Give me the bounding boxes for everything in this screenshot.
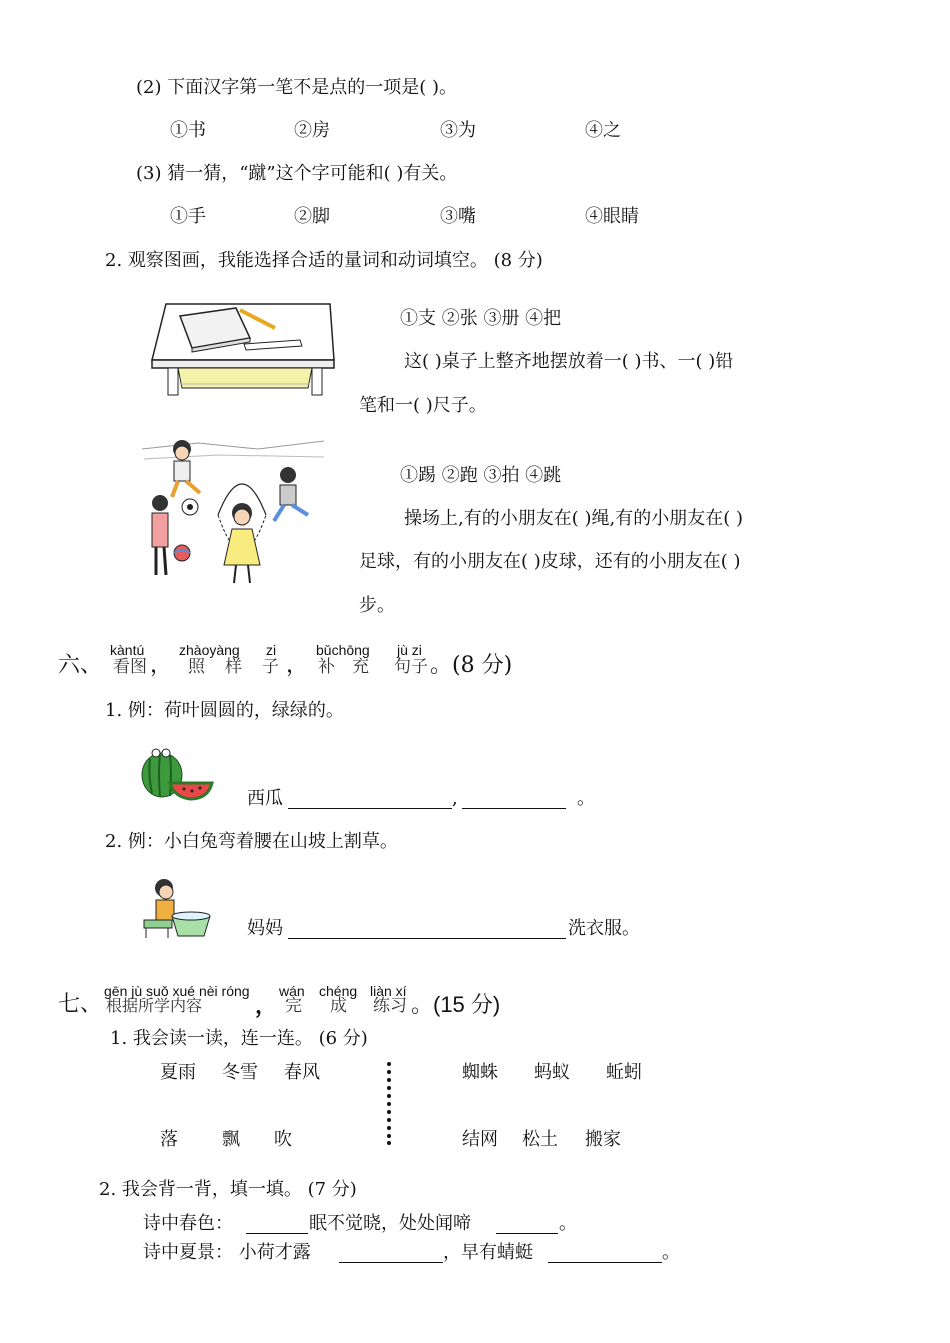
option-3: ③嘴: [440, 206, 476, 227]
matching-title: 1. 我会读一读，连一连。 (6 分): [110, 1028, 368, 1049]
playground-illustration: [138, 435, 328, 590]
poem-title: 2. 我会背一背，填一填。 (7 分): [99, 1179, 357, 1200]
playground-line-1: 操场上,有的小朋友在( )绳,有的小朋友在( ): [404, 508, 743, 529]
hanzi: 完: [285, 996, 302, 1016]
pinyin: bǔchōng: [316, 642, 370, 658]
watermelon-prefix: 西瓜: [247, 788, 283, 809]
match-right-bottom[interactable]: 搬家: [585, 1129, 621, 1150]
period: 。: [559, 1213, 577, 1234]
pinyin: zi: [266, 642, 277, 658]
desk-illustration: [150, 298, 336, 398]
mother-suffix: 洗衣服。: [568, 918, 640, 939]
example-1: 1. 例：荷叶圆圆的，绿绿的。: [105, 700, 344, 721]
option-4: ④之: [585, 120, 621, 141]
watermelon-illustration: [138, 745, 214, 801]
pinyin: kàntú: [110, 642, 145, 658]
hanzi: 样: [225, 657, 242, 677]
question-2-text: (2) 下面汉字第一笔不是点的一项是( )。: [136, 77, 457, 98]
period: 。: [577, 788, 595, 809]
pinyin: gēn jù suǒ xué nèi róng: [104, 983, 250, 999]
poem-line-2-label: 诗中夏景： 小荷才露: [143, 1242, 311, 1263]
match-right-top: 蚂蚁: [534, 1062, 570, 1083]
period: 。: [662, 1242, 680, 1263]
hanzi: 句子: [394, 657, 428, 677]
option-2: ②房: [294, 120, 330, 141]
blank-line[interactable]: [496, 1232, 558, 1234]
hanzi: 照: [188, 657, 205, 677]
hanzi: 子: [262, 657, 279, 677]
separator: ,: [452, 788, 458, 809]
match-right-bottom[interactable]: 松土: [522, 1129, 558, 1150]
playground-line-3: 步。: [359, 595, 395, 616]
example-2: 2. 例：小白兔弯着腰在山坡上割草。: [105, 831, 398, 852]
option-1: ①书: [170, 120, 206, 141]
comma: ，: [150, 653, 173, 678]
option-3: ③为: [440, 120, 476, 141]
section-7-tail: 。(15 分): [411, 992, 501, 1017]
match-left-top: 夏雨: [160, 1062, 196, 1083]
mother-prefix: 妈妈: [247, 918, 283, 939]
hanzi: 练习: [373, 996, 407, 1016]
comma: ，: [286, 653, 309, 678]
option-2: ②脚: [294, 206, 330, 227]
hanzi: 根据所学内容: [106, 996, 203, 1015]
match-left-top: 春风: [284, 1062, 320, 1083]
desk-line-1: 这( )桌子上整齐地摆放着一( )书、一( )铅: [404, 351, 734, 372]
playground-options: ①踢 ②跑 ③拍 ④跳: [400, 465, 562, 486]
question-3-text: (3) 猜一猜，“蹴”这个字可能和( )有关。: [136, 163, 458, 184]
pinyin: chéng: [319, 983, 358, 999]
match-right-top: 蚯蚓: [606, 1062, 642, 1083]
match-left-bottom[interactable]: 飘: [222, 1129, 240, 1150]
match-left-bottom[interactable]: 落: [160, 1129, 178, 1150]
blank-line[interactable]: [548, 1261, 662, 1263]
hanzi: 补: [318, 657, 335, 677]
hanzi: 看图: [113, 657, 147, 677]
match-left-bottom[interactable]: 吹: [274, 1129, 292, 1150]
comma: ，: [255, 993, 278, 1019]
q2-title: 2. 观察图画，我能选择合适的量词和动词填空。 (8 分): [105, 250, 543, 271]
poem-line-1-label: 诗中春色：: [143, 1213, 233, 1234]
blank-line[interactable]: [462, 807, 566, 809]
blank-line[interactable]: [339, 1261, 443, 1263]
mother-washing-illustration: [138, 878, 212, 940]
hanzi: 充: [352, 657, 369, 677]
match-right-bottom[interactable]: 结网: [462, 1129, 498, 1150]
poem-line-1-text: 眠不觉晓，处处闻啼: [309, 1213, 471, 1234]
blank-line[interactable]: [288, 807, 452, 809]
section-6-number: 六、: [58, 653, 103, 678]
blank-line[interactable]: [246, 1232, 308, 1234]
section-7-number: 七、: [58, 992, 103, 1017]
option-4: ④眼睛: [585, 206, 639, 227]
poem-line-2-text: ，早有蜻蜓: [443, 1242, 533, 1263]
pinyin: wán: [279, 983, 305, 999]
playground-line-2: 足球，有的小朋友在( )皮球，还有的小朋友在( ): [359, 551, 741, 572]
blank-line[interactable]: [288, 937, 566, 939]
hanzi: 成: [330, 996, 347, 1016]
option-1: ①手: [170, 206, 206, 227]
pinyin: jù zi: [397, 642, 422, 658]
match-left-top: 冬雪: [222, 1062, 258, 1083]
pinyin: zhàoyàng: [179, 642, 240, 658]
pinyin: liàn xí: [370, 983, 407, 999]
section-6-tail: 。(8 分): [430, 653, 513, 678]
desk-line-2: 笔和一( )尺子。: [359, 395, 487, 416]
desk-options: ①支 ②张 ③册 ④把: [400, 308, 562, 329]
match-right-top: 蜘蛛: [462, 1062, 498, 1083]
